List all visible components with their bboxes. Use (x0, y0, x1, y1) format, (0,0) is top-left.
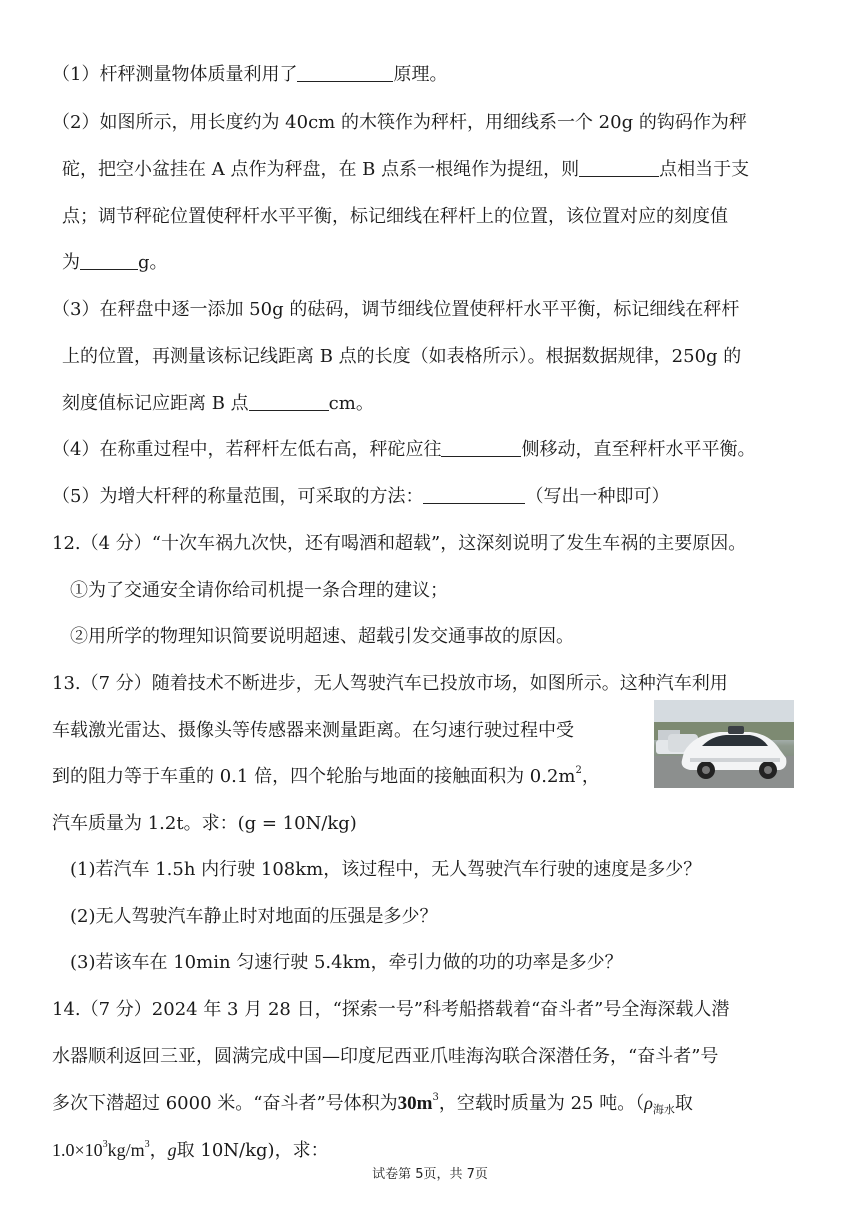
q14-stem-line1: 14.（7 分）2024 年 3 月 28 日，“探索一号”科考船搭载着“奋斗者”号全海深载人潜 (52, 999, 730, 1020)
q12-stem: 12.（4 分）“十次车祸九次快，还有喝酒和超载”，这深刻说明了发生车祸的主要原因。 (52, 533, 747, 554)
q11-part2-line4: 为 g。 (62, 252, 168, 273)
q13-stem-line3: 到的阻力等于车重的 0.1 倍，四个轮胎与地面的接触面积为 $0.2m^2$， (52, 765, 600, 787)
q14-stem-line3: 多次下潜超过 6000 米。“奋斗者”号体积为$30m^3$，空载时质量为 25 吨。（$\rho_{海水}$取 (52, 1092, 693, 1116)
q11-part3-line3: 刻度值标记应距离 B 点 cm。 (62, 393, 374, 414)
page-footer: 试卷第 5页，共 7页 (372, 1167, 488, 1182)
q14-stem-line2: 水器顺利返回三亚，圆满完成中国—印度尼西亚爪哇海沟联合深潜任务，“奋斗者”号 (52, 1046, 719, 1067)
answer-blank[interactable] (441, 438, 521, 457)
q13-stem-line2: 车载激光雷达、摄像头等传感器来测量距离。在匀速行驶过程中受 (52, 720, 574, 741)
q11-part3-line1: （3）在秤盘中逐一添加 50g 的砝码，调节细线位置使秤杆水平平衡，标记细线在秤杆 (52, 299, 740, 320)
answer-blank[interactable] (297, 63, 393, 82)
answer-blank[interactable] (80, 251, 138, 270)
q11-part4: （4）在称重过程中，若秤杆左低右高，秤砣应往 侧移动，直至秤杆水平平衡。 (52, 439, 756, 460)
q11-part2-line3: 点；调节秤砣位置使秤杆水平平衡，标记细线在秤杆上的位置，该位置对应的刻度值 (62, 206, 728, 227)
q11-part3-line2: 上的位置，再测量该标记线距离 B 点的长度（如表格所示）。根据数据规律，250g 的 (62, 346, 742, 367)
autonomous-car-photo (654, 700, 794, 788)
q13-subquestion-2: (2)无人驾驶汽车静止时对地面的压强是多少？ (70, 906, 438, 927)
q13-stem-line1: 13.（7 分）随着技术不断进步，无人驾驶汽车已投放市场，如图所示。这种汽车利用 (52, 673, 728, 694)
answer-blank[interactable] (423, 485, 525, 504)
q11-part2-line1: （2）如图所示，用长度约为 40cm 的木筷作为秤杆，用细线系一个 20g 的钩码作为秤 (52, 112, 747, 133)
answer-blank[interactable] (249, 392, 329, 411)
q12-subquestion-2: ②用所学的物理知识简要说明超速、超载引发交通事故的原因。 (70, 626, 574, 647)
q13-stem-line4: 汽车质量为 1.2t。求：(g = 10N/kg) (52, 813, 357, 834)
q14-stem-line4: $1.0\times 10^3kg/m^3$，g取 10N/kg)，求： (52, 1139, 329, 1161)
q11-part1: （1）杆秤测量物体质量利用了 原理。 (52, 64, 448, 85)
answer-blank[interactable] (579, 158, 659, 177)
q13-subquestion-3: (3)若该车在 10min 匀速行驶 5.4km，牵引力做的功的功率是多少？ (70, 952, 623, 973)
q11-part2-line2: 砣，把空小盆挂在 A 点作为秤盘，在 B 点系一根绳作为提纽，则 点相当于支 (62, 159, 750, 180)
q13-subquestion-1: (1)若汽车 1.5h 内行驶 108km，该过程中，无人驾驶汽车行驶的速度是多少？ (70, 859, 702, 880)
q12-subquestion-1: ①为了交通安全请你给司机提一条合理的建议； (70, 580, 448, 601)
q11-part5: （5）为增大杆秤的称量范围，可采取的方法： （写出一种即可） (52, 486, 670, 507)
